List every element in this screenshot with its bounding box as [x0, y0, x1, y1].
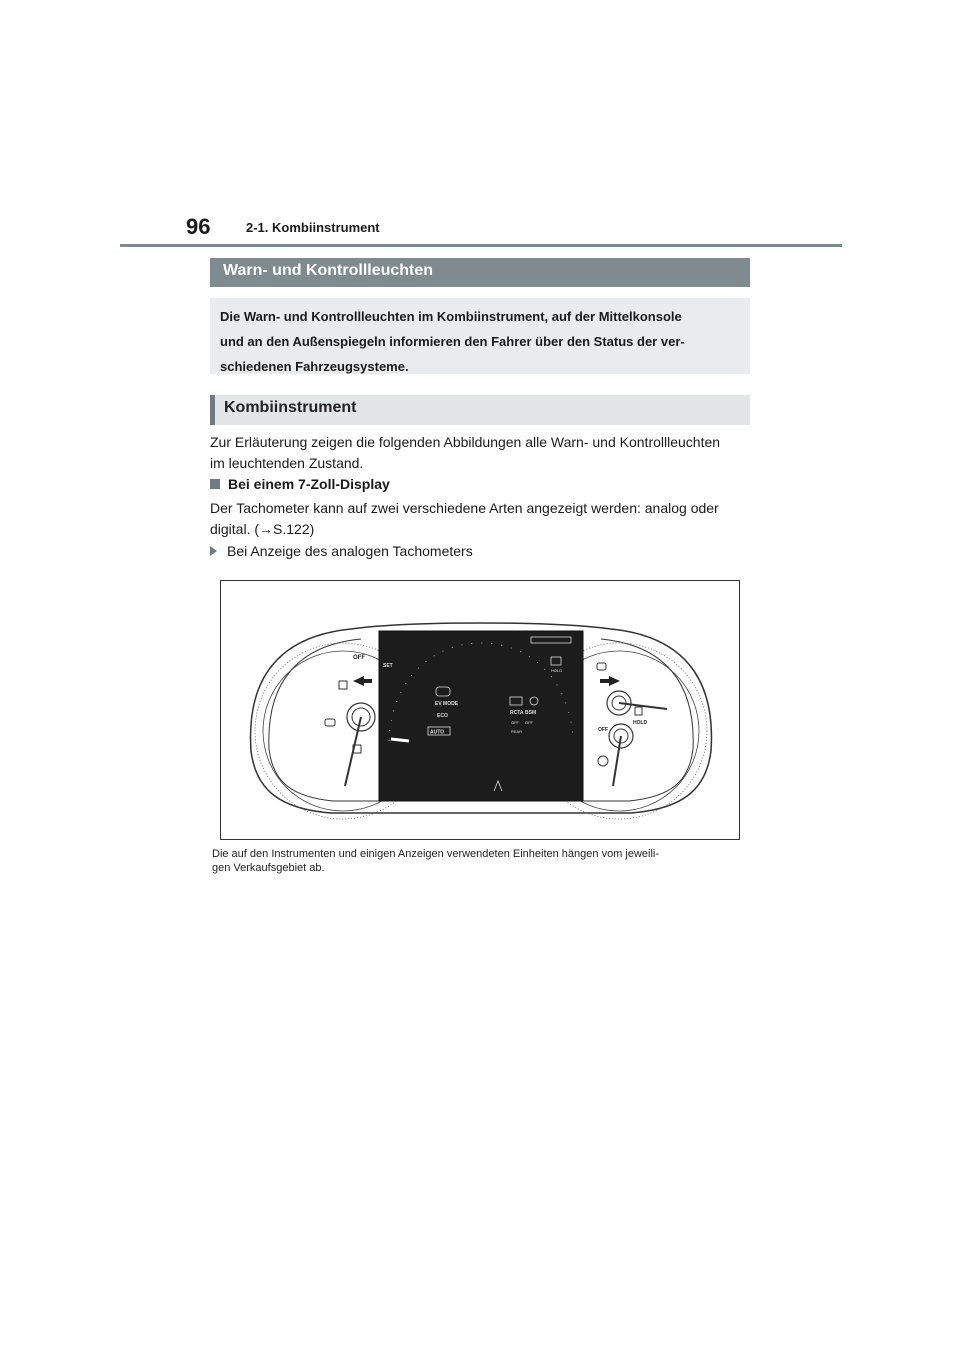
label-off-top-left: OFF: [353, 655, 365, 661]
square-bullet-icon: [210, 479, 220, 489]
label-set: SET: [383, 663, 393, 669]
label-rear: REAR: [511, 729, 523, 734]
intro-line: schiedenen Fahrzeugsysteme.: [220, 359, 409, 374]
caption-line: gen Verkaufsgebiet ab.: [212, 862, 325, 874]
label-off-right: OFF: [598, 727, 608, 733]
paragraph-tachometer: [210, 498, 719, 540]
paragraph-line: im leuchtenden Zustand.: [210, 455, 364, 471]
label-bsm: BSM: [525, 710, 537, 716]
page-number: 96: [186, 214, 211, 239]
label-hold-right: HOLD: [633, 720, 648, 726]
figure-caption: [212, 847, 659, 875]
label-auto: AUTO: [430, 729, 445, 736]
instrument-cluster-figure: [220, 580, 740, 840]
label-hold-top: HOLD: [551, 668, 563, 673]
label-off-rcta: OFF: [511, 720, 519, 725]
paragraph-line: digital. (→S.122): [210, 521, 315, 537]
label-rcta: RCTA: [510, 710, 524, 716]
triangle-bullet-icon: [210, 546, 217, 556]
intro-line: und an den Außenspiegeln informieren den Fahrer über den Status der ver-: [220, 334, 685, 349]
label-eco: ECO: [437, 713, 448, 719]
arrow-item: [210, 543, 473, 559]
label-off-bsm: OFF: [525, 720, 533, 725]
chapter-title: 2-1. Kombiinstrument: [246, 220, 380, 235]
header-rule: [120, 244, 842, 247]
caption-line: Die auf den Instrumenten und einigen Anzeigen verwendeten Einheiten hängen vom jeweili-: [212, 848, 660, 860]
intro-line: Die Warn- und Kontrollleuchten im Kombiinstrument, auf der Mittelkonsole: [220, 309, 682, 324]
subsection-title: Kombiinstrument: [210, 395, 750, 425]
paragraph-line: Zur Erläuterung zeigen die folgenden Abbildungen alle Warn- und Kontrollleuchten: [210, 434, 721, 450]
bullet-heading-text: Bei einem 7-Zoll-Display: [228, 476, 390, 492]
paragraph-line: Der Tachometer kann auf zwei verschiedene Arten angezeigt werden: analog oder: [210, 500, 719, 516]
paragraph-explanation: [210, 432, 720, 474]
instrument-cluster-illustration: [221, 581, 741, 841]
section-title: Warn- und Kontrollleuchten: [210, 258, 750, 287]
bullet-heading: [210, 476, 390, 492]
label-ev-mode: EV MODE: [435, 701, 459, 707]
arrow-item-text: Bei Anzeige des analogen Tachometers: [227, 543, 473, 559]
intro-box: [210, 298, 750, 374]
